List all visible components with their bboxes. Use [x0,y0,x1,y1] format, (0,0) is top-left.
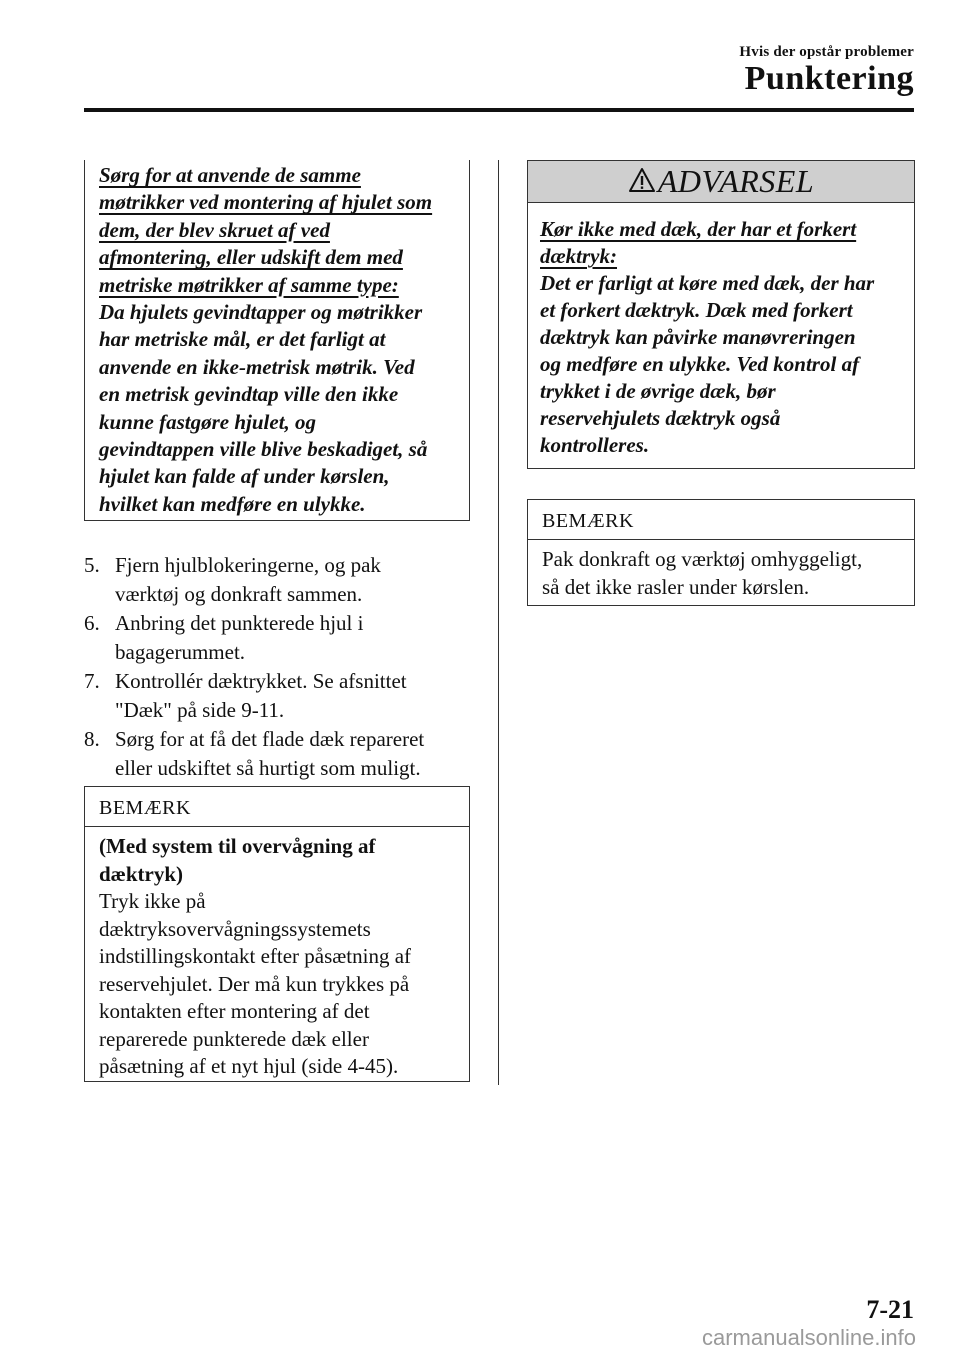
warning-underlined-line: Kør ikke med dæk, der har et forkert [540,217,857,241]
warning-text-line: et forkert dæktryk. Dæk med forkert [540,298,853,322]
step-item [84,667,484,725]
step-text-line: bagagerummet. [115,640,246,664]
step-text-line: Fjern hjulblokeringerne, og pak [115,553,381,577]
step-text-line: værktøj og donkraft sammen. [115,582,363,606]
warning-box [527,160,915,469]
warning-text-line: kontrolleres. [540,433,650,457]
page-number: 7-21 [866,1295,914,1324]
warning-heading: ADVARSEL [657,163,815,199]
header-section-label: Hvis der opstår problemer [739,44,914,60]
note-text-line: så det ikke rasler under kørslen. [542,574,810,599]
note-bold-line: dæktryk) [99,861,184,886]
warning-underlined-line: dæktryk: [540,244,617,268]
note-box-tire-pressure [84,786,470,1082]
warning-underlined-line: dem, der blev skruet af ved [99,217,330,242]
step-item [84,725,484,783]
warning-text-line: hvilket kan medføre en ulykke. [99,491,366,516]
page-title: Punktering [744,60,914,97]
note-bold-line: (Med system til overvågning af [99,834,376,858]
warning-text-line: en metrisk gevindtap ville den ikke [99,382,399,407]
step-text-line: "Dæk" på side 9-11. [115,698,285,722]
note-text-line: reservehjulet. Der må kun trykkes på [99,971,410,996]
note-text-line: indstillingskontakt efter påsætning af [99,944,412,968]
step-number: 6. [84,611,100,635]
step-item [84,609,484,667]
step-number: 7. [84,669,100,693]
header-rule [84,108,914,112]
warning-text-line: hjulet kan falde af under kørslen, [99,464,390,489]
warning-underlined-line: møtrikker ved montering af hjulet som [99,190,433,215]
note-text-line: påsætning af et nyt hjul (side 4-45). [99,1054,399,1078]
warning-text-line: Da hjulets gevindtapper og møtrikker [99,300,423,325]
note-text-line: reparerede punkterede dæk eller [99,1026,369,1051]
warning-heading-bar [528,161,914,203]
step-text-line: eller udskiftet så hurtigt som muligt. [115,756,421,780]
warning-text-line: anvende en ikke-metrisk møtrik. Ved [99,354,415,379]
note-text-line: Pak donkraft og værktøj omhyggeligt, [542,547,863,571]
warning-underlined-line: metriske møtrikker af samme type: [99,272,399,297]
step-text-line: Anbring det punkterede hjul i [115,611,364,635]
warning-underlined-line: afmontering, eller udskift dem med [99,245,403,270]
watermark: carmanualsonline.info [701,1325,916,1350]
warning-box-continued [84,160,470,521]
warning-text-line: kunne fastgøre hjulet, og [99,409,317,434]
note-text-line: Tryk ikke på [99,889,206,913]
note-heading: BEMÆRK [85,787,469,827]
warning-text-line: Det er farligt at køre med dæk, der har [540,271,875,295]
warning-triangle-icon [628,167,656,193]
warning-text-line: og medføre en ulykke. Ved kontrol af [540,352,860,376]
step-list [84,551,484,783]
step-text-line: Kontrollér dæktrykket. Se afsnittet [115,669,407,693]
warning-text-line: trykket i de øvrige dæk, bør [540,379,776,403]
step-text-line: Sørg for at få det flade dæk repareret [115,727,425,751]
note-text-line: kontakten efter montering af det [99,999,370,1023]
warning-text-line: reservehjulets dæktryk også [540,406,781,430]
note-text-line: dæktryksovervågningssystemets [99,916,371,941]
note-box-tools [527,499,915,606]
warning-text-line: dæktryk kan påvirke manøvreringen [540,325,856,349]
note-heading: BEMÆRK [528,500,914,540]
step-number: 5. [84,553,100,577]
step-item [84,551,484,609]
warning-text-line: gevindtappen ville blive beskadiget, så [99,437,428,462]
column-divider [498,160,499,1085]
step-number: 8. [84,727,100,751]
warning-underlined-line: Sørg for at anvende de samme [99,163,361,187]
warning-text-line: har metriske mål, er det farligt at [99,327,386,352]
